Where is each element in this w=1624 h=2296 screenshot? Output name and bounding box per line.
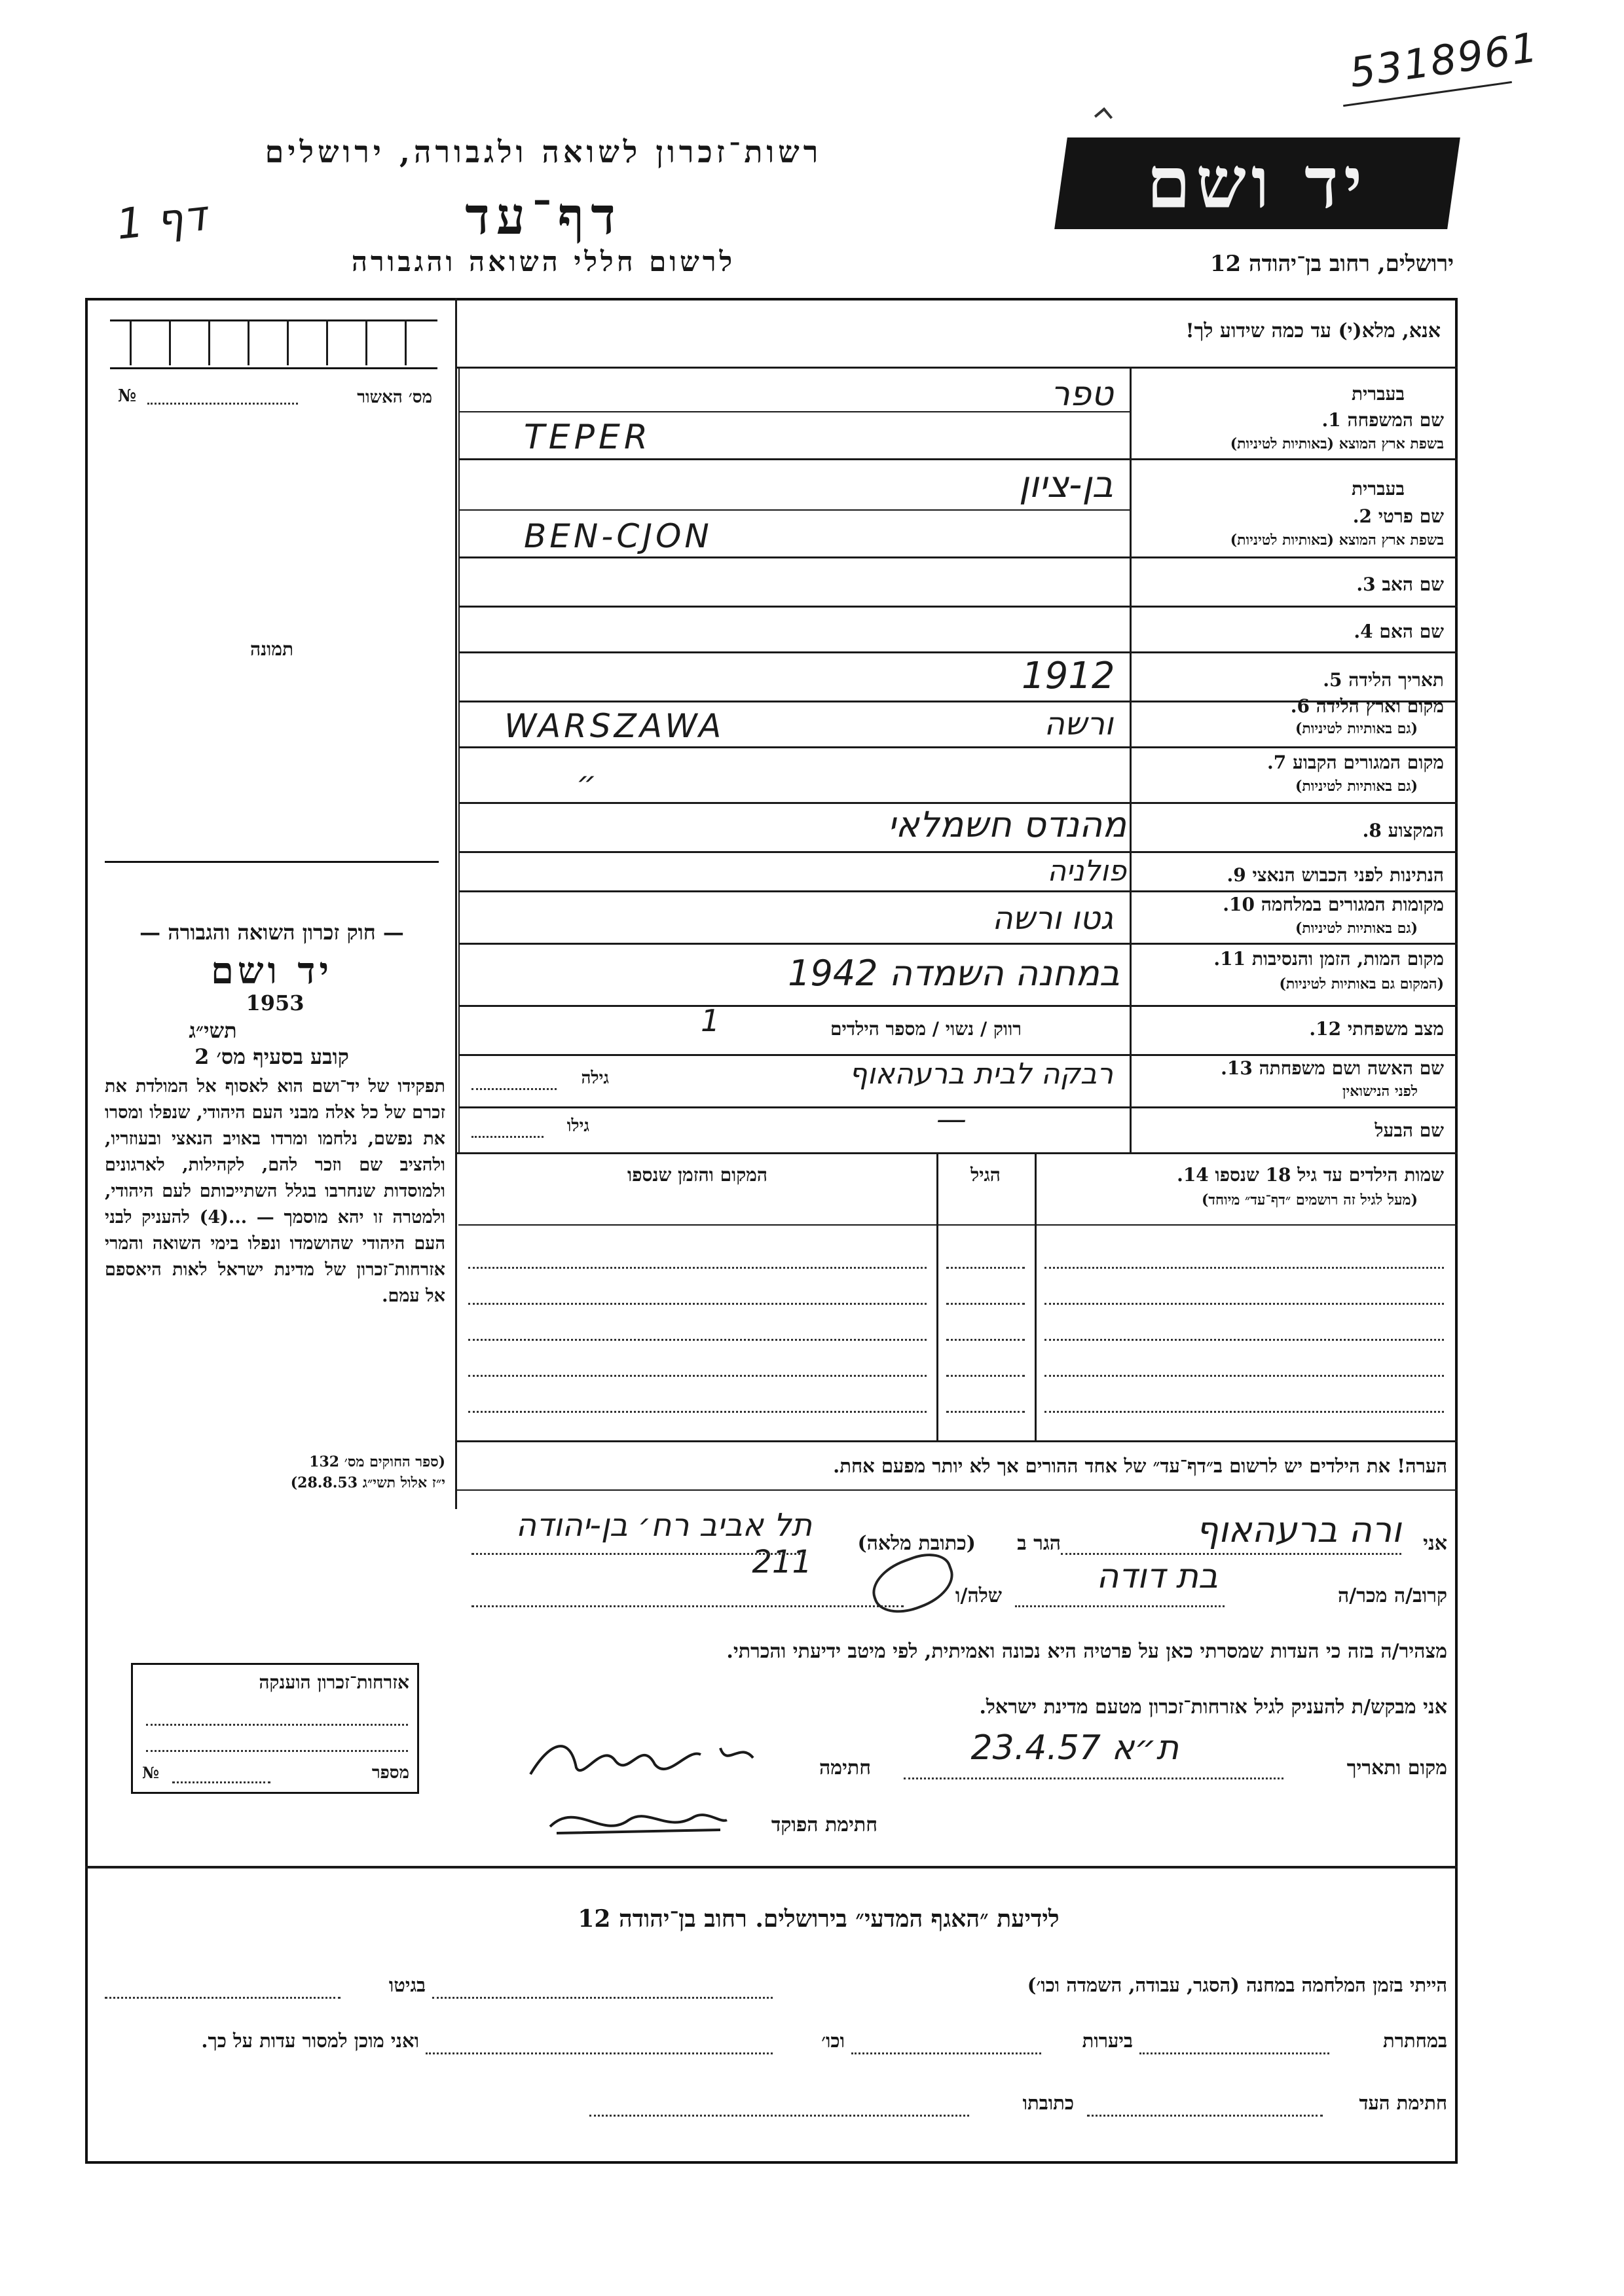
footer-ready: ואני מוכן למסור עדות על כך.	[201, 2030, 419, 2052]
of-label: שלה/ו	[955, 1584, 1002, 1607]
full-address-label: (כתובת מלאה)	[857, 1532, 976, 1555]
field-label-1: שם המשפחה 1.	[1321, 409, 1444, 431]
signature-label: חתימה	[819, 1757, 871, 1779]
citizenship-box-number: מספר	[371, 1763, 409, 1783]
law-name: יד ושם	[210, 949, 333, 993]
birth-date-value: 1912	[1022, 655, 1115, 697]
officer-signature-label: חתימת הפוקד	[771, 1813, 877, 1836]
footer-line1: הייתי בזמן המלחמה במחנה (הסגר, עבודה, השמדה וכו׳)	[1027, 1974, 1447, 1996]
declaration-request: אני מבקש/ת להעניק לגיל אזרחות־זכרון מטעם מדינת ישראל.	[979, 1696, 1447, 1719]
birth-place-latin: WARSZAWA	[504, 707, 725, 745]
profession-value: מהנדס חשמלאי	[887, 804, 1126, 845]
corner-mark	[1094, 107, 1113, 126]
form-intro: אנא, מלא(י) עד כמה שידוע לך!	[1185, 319, 1441, 342]
law-clause: קובע בסעיף מס׳ 2	[194, 1044, 349, 1069]
latin-note-10: (גם באותיות לטיניות)	[1295, 920, 1418, 937]
law-heading: — חוק זכרון השואה והגבורה —	[139, 920, 404, 945]
form-note: הערה! את הילדים יש לרשום ב״דף־עד״ של אחד ההורים אך לא יותר מפעם אחת.	[833, 1455, 1447, 1477]
latin-note-7: (גם באותיות לטיניות)	[1295, 778, 1418, 795]
place-date-label: מקום ותאריך	[1346, 1757, 1447, 1779]
relation-value: בת דודה	[1096, 1557, 1218, 1596]
children-col-place: המקום והזמן שנספו	[627, 1164, 767, 1186]
address-value: תל אביב רח׳ בן-יהודה 211	[515, 1507, 812, 1580]
nationality-value: פולניה	[1047, 854, 1126, 888]
officer-signature	[537, 1794, 733, 1846]
declaration-statement: מצהיר/ה בזה כי העדות שמסרתי כאן על פרטיה היא נכונה ואמיתית, לפי מיטב ידיעתי והכרתי.	[726, 1640, 1447, 1663]
footer-title: לידיעת ״האגף המדעי״ בירושלים. רחוב בן־יהודה 12	[578, 1905, 1060, 1933]
children-col-age: הגיל	[970, 1164, 1001, 1186]
field-label-13: שם האשה ושם משפחתה 13.	[1221, 1057, 1444, 1079]
citizenship-box-no: №	[142, 1763, 160, 1782]
first-name-hebrew: בן-ציון	[1018, 464, 1113, 506]
family-name-hebrew: טפר	[1050, 374, 1113, 414]
field-label-9: הנתינות לפני הכבוש הנאצי 9.	[1227, 864, 1444, 886]
place-date-value: ת״א 23.4.57	[970, 1728, 1179, 1768]
field-label-11: מקום המות, הזמן והנסיבות 11.	[1213, 948, 1444, 970]
cert-number-label: מס׳ האשור	[357, 388, 432, 407]
footer-forests: ביערות	[1082, 2030, 1133, 2052]
law-reference: (ספר החוקים מס׳ 132	[309, 1453, 445, 1470]
footer-partisans: במחתרת	[1383, 2030, 1447, 2052]
footer-address: כתובתו	[1022, 2092, 1074, 2114]
citizenship-box-title: אזרחות־זכרון הוענקה	[259, 1671, 409, 1693]
cert-number-boxes	[110, 319, 437, 365]
header-address: ירושלים, רחוב בן־יהודה 12	[1209, 251, 1454, 277]
photo-label: תמונה	[249, 638, 294, 660]
native-lang-label-2: בשפת ארץ המוצא (באותיות לטיניות)	[1230, 532, 1444, 549]
logo-text: יד ושם	[1147, 141, 1368, 225]
declarant-signature-scribble	[524, 1728, 773, 1787]
form-title: דף־עד	[465, 187, 622, 246]
citizenship-box	[131, 1663, 419, 1794]
law-date: י״ז אלול תשי״ג 28.8.53)	[290, 1474, 445, 1491]
institution-name: רשות־זכרון לשואה ולגבורה, ירושלים	[265, 134, 822, 170]
wife-age-label: גילה	[581, 1068, 609, 1088]
birth-place-hebrew: ורשה	[1044, 706, 1113, 742]
in-hebrew-label-2: בעברית	[1351, 478, 1405, 500]
latin-note-6: (גם באותיות לטיניות)	[1295, 720, 1418, 737]
field-label-10: מקומות המגורים במלחמה 10.	[1223, 894, 1444, 915]
field-label-2: שם פרטי 2.	[1352, 505, 1444, 527]
field-label-7: מקום המגורים הקבוע 7.	[1267, 752, 1444, 773]
marital-options: רווק / נשוי / מספר הילדים	[830, 1018, 1022, 1040]
footer-ghetto: בגיטו	[388, 1974, 426, 1996]
children-sub: (מעל לגיל זה רושמים ״דף־עד״ מיוחד)	[1201, 1192, 1418, 1209]
declaration-i: אני	[1423, 1532, 1447, 1555]
death-place-value: במחנה השמדה 1942	[788, 953, 1120, 994]
field-label-12: מצב משפחתי 12.	[1309, 1018, 1444, 1040]
page-marker: דף 1	[114, 192, 209, 249]
children-title: שמות הילדים עד גיל 18 שנספו 14.	[1177, 1164, 1444, 1186]
wife-name-value: רבקה לבית ברעהאוף	[849, 1057, 1113, 1091]
field-label-4: שם האם 4.	[1354, 621, 1444, 642]
law-year: 1953	[246, 991, 304, 1015]
field-sub-11: (המקום גם באותיות לטיניות)	[1279, 975, 1444, 993]
officer-signature-scribble	[537, 1794, 733, 1846]
form-subtitle: לרשום חללי השואה והגבורה	[351, 246, 736, 278]
residence-value: ״	[576, 765, 597, 801]
archive-number: 5318961	[1346, 23, 1541, 97]
field-label-8: המקצוע 8.	[1362, 820, 1444, 841]
field-label-5: תאריך הלידה 5.	[1323, 669, 1444, 691]
footer-etc: וכו׳	[821, 2030, 845, 2052]
field-label-6: מקום וארץ הלידה 6.	[1290, 695, 1444, 717]
native-lang-label-1: בשפת ארץ המוצא (באותיות לטיניות)	[1230, 435, 1444, 452]
children-count-value: 1	[701, 1003, 720, 1038]
law-text: תפקידו של יד־ושם הוא לאסוף אל המולדת את זכרם של כל אלה מבני העם היהודי, שנפלו ומסרו את נפשם, נלחמו ומרדו באויב הנאצי ובעוזריו, ולהציב שם וזכר להם, לקהילות, לארגונים ולמוסדות שנחרבו בגלל השתייכותם לעם היהודי, ולמטרה זו יהא מוסמך — ...(4) להעניק לבני העם היהודי שהושמדו ונפלו בימי השואה והמרי אזרחות־זכרון של מדינת ישראל לאות היאספם אל עמם.	[105, 1076, 446, 1306]
yad-vashem-logo	[1054, 137, 1460, 229]
relation-label: קרוב/ה מכר/ה	[1338, 1584, 1447, 1607]
declarant-name: ורה ברעהאוף	[1196, 1509, 1401, 1550]
wartime-residence-value: גטו ורשה	[992, 900, 1113, 937]
declarant-signature	[524, 1728, 773, 1787]
in-hebrew-label-1: בעברית	[1351, 383, 1405, 405]
field-sub-13: לפני הנישואין	[1342, 1083, 1418, 1100]
field-label-3: שם האב 3.	[1356, 574, 1444, 595]
first-name-latin: BEN-CJON	[524, 517, 712, 555]
husband-age-label: גילו	[566, 1116, 589, 1136]
residing-label: הגר ב	[1017, 1532, 1061, 1555]
husband-value: —	[936, 1101, 967, 1137]
cert-no-symbol: №	[118, 386, 137, 406]
family-name-latin: TEPER	[524, 418, 652, 457]
husband-label: שם הבעל	[1375, 1120, 1444, 1141]
photo-box	[105, 426, 439, 863]
footer-witness-signature: חתימת העד	[1359, 2092, 1447, 2114]
law-year-hebrew: תשי״ג	[189, 1018, 237, 1043]
